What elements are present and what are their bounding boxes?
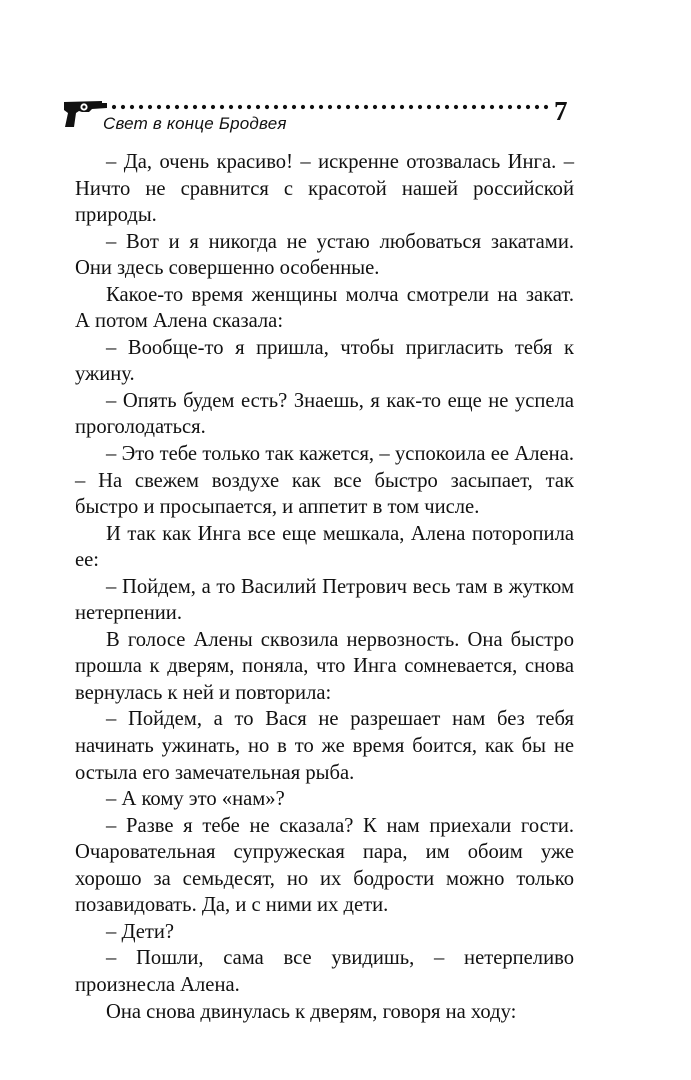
paragraph: Какое-то время женщины молча смотрели на закат. А потом Алена сказала: [75, 283, 574, 333]
header-dotted-rule [110, 103, 550, 111]
paragraph: В голосе Алены сквозила нервозность. Она быстро прошла к дверям, поняла, что Инга сомневается, снова вернулась к ней и повторила: [75, 628, 574, 704]
paragraph: – Разве я тебе не сказала? К нам приехали гости. Очаровательная супружеская пара, им обоим уже хорошо за семьдесят, но их бодрости можно только позавидовать. Да, и с ними их дети. [75, 814, 574, 917]
paragraph: Она снова двинулась к дверям, говоря на ходу: [106, 1000, 517, 1023]
paragraph: – Пойдем, а то Вася не разрешает нам без тебя начинать ужинать, но в то же время боится, как бы не остыла его замечательная рыба. [75, 708, 574, 784]
paragraph: – Это тебе только так кажется, – успокоила ее Алена. – На свежем воздухе как все быстро засыпает, так быстро и просыпается, и аппетит в том числе. [75, 443, 574, 519]
running-title: Свет в конце Бродвея [103, 114, 287, 133]
revolver-icon [62, 99, 108, 129]
paragraph: – А кому это «нам»? [106, 788, 285, 811]
paragraph: – Пошли, сама все увидишь, – нетерпеливо произнесла Алена. [75, 947, 574, 996]
paragraph: – Пойдем, а то Василий Петрович весь там в жутком нетерпении. [75, 575, 574, 625]
paragraph: – Опять будем есть? Знаешь, я как-то еще не успела проголодаться. [75, 389, 574, 439]
paragraph: И так как Инга все еще мешкала, Алена поторопила ее: [75, 522, 574, 572]
paragraph: – Да, очень красиво! – искренне отозвалась Инга. – Ничто не сравнится с красотой нашей российской природы. [75, 151, 574, 227]
paragraph: – Дети? [106, 920, 175, 943]
paragraph: – Вот и я никогда не устаю любоваться закатами. Они здесь совершенно особенные. [75, 230, 574, 280]
body-text [75, 149, 574, 1025]
page-number: 7 [554, 96, 568, 126]
paragraph: – Вообще-то я пришла, чтобы пригласить тебя к ужину. [75, 336, 574, 386]
